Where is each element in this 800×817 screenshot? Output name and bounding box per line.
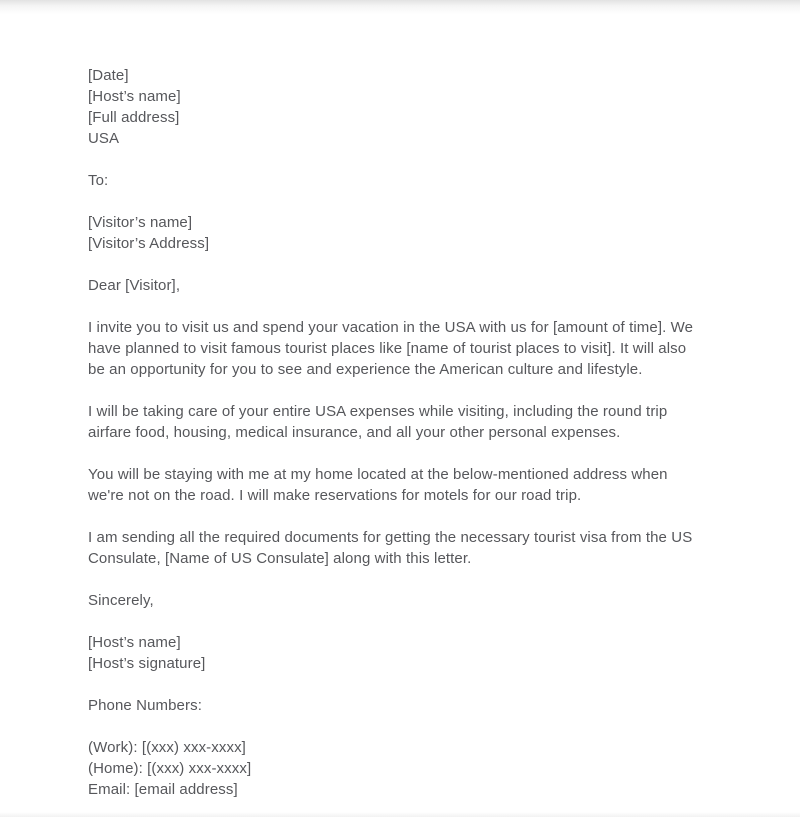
sender-block xyxy=(88,65,748,149)
recipient-block xyxy=(88,212,748,254)
text-line: Phone Numbers: xyxy=(88,697,202,714)
body-paragraph-invitation xyxy=(88,317,748,380)
text-line: be an opportunity for you to see and experience the American culture and lifestyle. xyxy=(88,361,643,378)
page-bottom-edge-shadow xyxy=(0,812,800,817)
text-line: Consulate, [Name of US Consulate] along with this letter. xyxy=(88,550,472,567)
text-line: Email: [email address] xyxy=(88,781,238,798)
text-line: (Home): [(xxx) xxx-xxxx] xyxy=(88,760,252,777)
text-line: USA xyxy=(88,130,120,147)
text-line: Sincerely, xyxy=(88,592,154,609)
text-line: To: xyxy=(88,172,109,189)
to-label xyxy=(88,170,748,191)
text-line: (Work): [(xxx) xxx-xxxx] xyxy=(88,739,246,756)
text-line: we're not on the road. I will make reservations for motels for our road trip. xyxy=(88,487,582,504)
text-line: [Host’s name] xyxy=(88,88,181,105)
contact-block xyxy=(88,737,748,800)
text-line: You will be staying with me at my home located at the below-mentioned address when xyxy=(88,466,668,483)
body-paragraph-accommodation xyxy=(88,464,748,506)
page-top-edge-shadow xyxy=(0,0,800,14)
salutation xyxy=(88,275,748,296)
phone-numbers-label xyxy=(88,695,748,716)
letter-document xyxy=(88,65,748,800)
text-line: I invite you to visit us and spend your vacation in the USA with us for [amount of time]. We xyxy=(88,319,694,336)
text-line: [Visitor’s name] xyxy=(88,214,193,231)
text-line: have planned to visit famous tourist places like [name of tourist places to visit]. It will also xyxy=(88,340,687,357)
signature-block xyxy=(88,632,748,674)
text-line: [Visitor’s Address] xyxy=(88,235,210,252)
body-paragraph-expenses xyxy=(88,401,748,443)
text-line: [Host’s name] xyxy=(88,634,181,651)
text-line: I am sending all the required documents for getting the necessary tourist visa from the US xyxy=(88,529,693,546)
text-line: I will be taking care of your entire USA expenses while visiting, including the round trip xyxy=(88,403,668,420)
text-line: [Date] xyxy=(88,67,129,84)
text-line: [Host’s signature] xyxy=(88,655,206,672)
closing xyxy=(88,590,748,611)
text-line: [Full address] xyxy=(88,109,180,126)
text-line: airfare food, housing, medical insurance, and all your other personal expenses. xyxy=(88,424,621,441)
text-line: Dear [Visitor], xyxy=(88,277,181,294)
body-paragraph-documents xyxy=(88,527,748,569)
